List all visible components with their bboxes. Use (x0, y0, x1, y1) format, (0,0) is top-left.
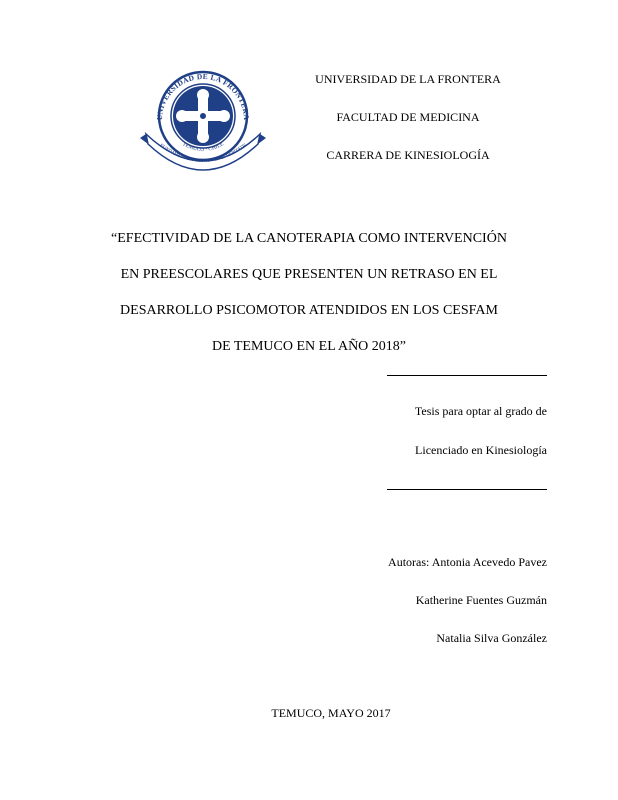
svg-text:FUNDAMENTUM MENTIS ADAE VERITA: FUNDAMENTUM MENTIS ADAE VERITATIS (158, 143, 248, 165)
degree-purpose: Tesis para optar al grado de (414, 404, 547, 418)
career-name: CARRERA DE KINESIOLOGÍA (326, 148, 490, 162)
place-date: TEMUCO, MAYO 2017 (271, 706, 391, 720)
divider-line (387, 489, 547, 490)
university-name: UNIVERSIDAD DE LA FRONTERA (315, 72, 501, 86)
author-line: Katherine Fuentes Guzmán (415, 593, 547, 607)
author-line: Autoras: Antonia Acevedo Pavez (388, 555, 547, 569)
author-line: Natalia Silva González (436, 631, 547, 645)
svg-text:TEMUCO · CHILE: TEMUCO · CHILE (181, 141, 225, 154)
title-line: EN PREESCOLARES QUE PRESENTEN UN RETRASO EN EL (120, 267, 498, 282)
degree-name: Licenciado en Kinesiología (415, 443, 547, 457)
svg-text:UNIVERSIDAD DE LA FRONTERA: UNIVERSIDAD DE LA FRONTERA (154, 71, 252, 121)
title-line: “EFECTIVIDAD DE LA CANOTERAPIA COMO INTERVENCIÓN (111, 231, 507, 246)
title-line: DESARROLLO PSICOMOTOR ATENDIDOS EN LOS CESFAM (120, 303, 498, 318)
divider-line (387, 375, 547, 376)
title-line: DE TEMUCO EN EL AÑO 2018” (211, 339, 407, 354)
faculty-name: FACULTAD DE MEDICINA (336, 110, 480, 124)
thesis-title (0, 221, 618, 365)
university-seal-logo (140, 68, 266, 180)
